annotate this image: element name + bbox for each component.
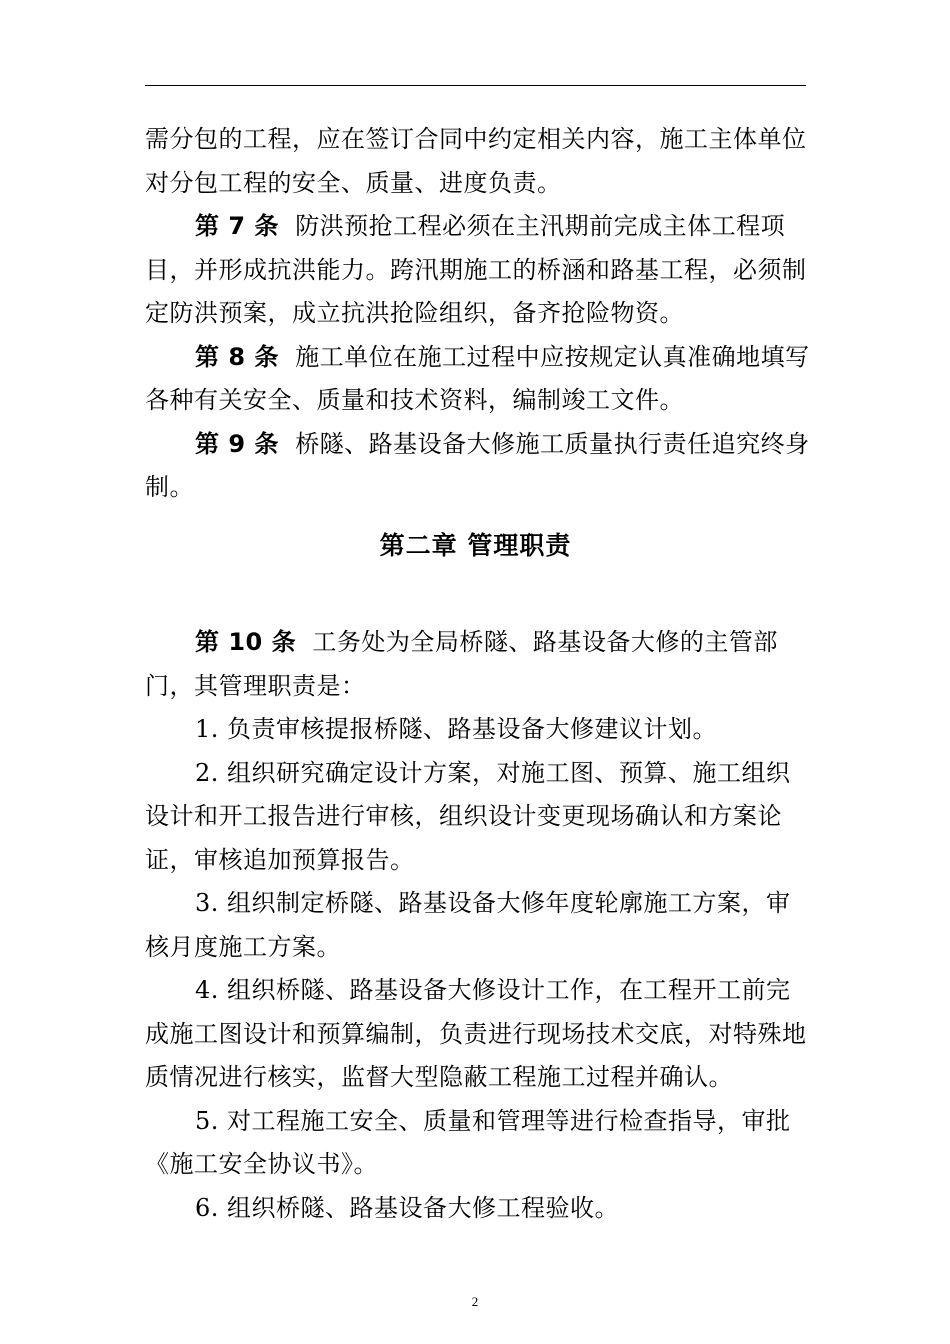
article-10-label: 第 10 条 [195, 628, 297, 656]
list-item: 2. 组织研究确定设计方案，对施工图、预算、施工组织设计和开工报告进行审核，组织设计变更现场确认和方案论证，审核追加预算报告。 [145, 758, 791, 874]
article-7-label: 第 7 条 [195, 212, 279, 240]
article-7-text: 防洪预抢工程必须在主汛期前完成主体工程项目，并形成抗洪能力。跨汛期施工的桥涵和路基工程，必须制定防洪预案，成立抗洪抢险组织，备齐抢险物资。 [145, 212, 807, 327]
body-text-bottom [145, 621, 813, 1230]
article-10 [145, 621, 813, 708]
article-9 [145, 423, 813, 510]
article-8 [145, 336, 813, 423]
header-rule [145, 85, 806, 86]
chapter-title: 第二章 管理职责 [379, 531, 572, 560]
article-8-text: 施工单位在施工过程中应按规定认真准确地填写各种有关安全、质量和技术资料，编制竣工文件。 [145, 342, 810, 414]
article-9-text: 桥隧、路基设备大修施工质量执行责任追究终身制。 [145, 429, 810, 501]
list-item: 6. 组织桥隧、路基设备大修工程验收。 [195, 1193, 620, 1222]
article-9-label: 第 9 条 [195, 429, 279, 458]
intro-paragraph: 需分包的工程，应在签订合同中约定相关内容，施工主体单位对分包工程的安全、质量、进度负责。 [145, 125, 807, 197]
list-item: 5. 对工程施工安全、质量和管理等进行检查指导，审批《施工安全协议书》。 [145, 1106, 791, 1178]
list-item: 3. 组织制定桥隧、路基设备大修年度轮廓施工方案，审核月度施工方案。 [145, 889, 791, 961]
body-text-top [145, 118, 813, 510]
list-item: 4. 组织桥隧、路基设备大修设计工作，在工程开工前完成施工图设计和预算编制，负责进行现场技术交底，对特殊地质情况进行核实，监督大型隐蔽工程施工过程并确认。 [145, 976, 807, 1091]
article-8-label: 第 8 条 [195, 342, 279, 371]
page-number: 2 [471, 1294, 479, 1309]
article-10-text: 工务处为全局桥隧、路基设备大修的主管部门，其管理职责是： [145, 628, 778, 700]
article-7 [145, 205, 813, 336]
list-item: 1. 负责审核提报桥隧、路基设备大修建议计划。 [195, 715, 718, 743]
